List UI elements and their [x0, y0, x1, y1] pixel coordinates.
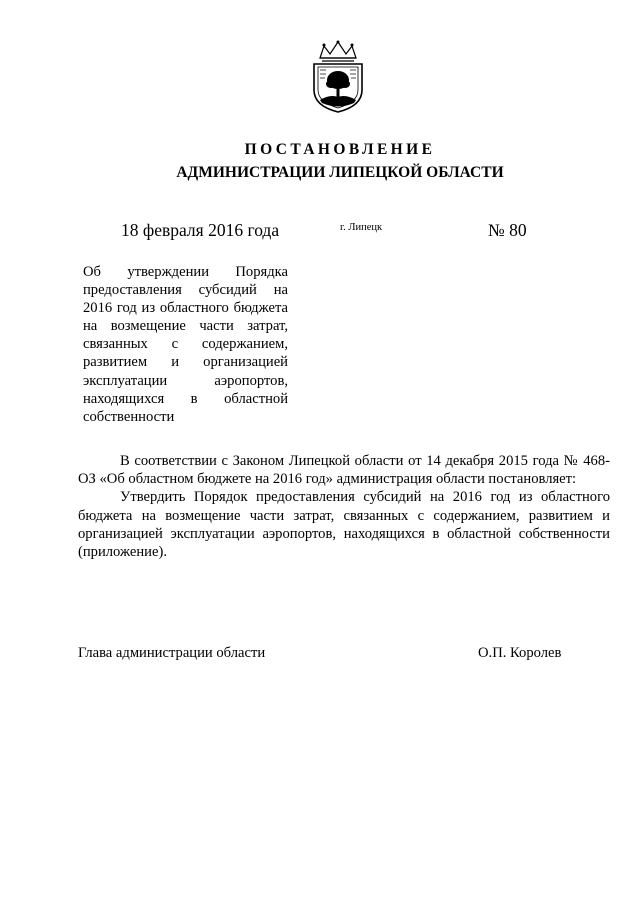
document-title: ПОСТАНОВЛЕНИЕ	[244, 141, 436, 158]
body-paragraph: Утвердить Порядок предоставления субсидий на 2016 год из областного бюджета на возмещение части затрат, связанных с содержанием, развитием и организацией эксплуатации аэропортов, находящихся в областной собственности (приложение).	[78, 489, 610, 561]
document-date: 18 февраля 2016 года	[121, 220, 280, 240]
signatory-name: О.П. Королев	[478, 645, 562, 661]
body-paragraph: В соответствии с Законом Липецкой области от 14 декабря 2015 года № 468-ОЗ «Об областном бюджете на 2016 год» администрация области постановляет:	[78, 453, 610, 488]
document-city: г. Липецк	[340, 222, 383, 233]
document-body	[78, 452, 610, 561]
issuing-authority: АДМИНИСТРАЦИИ ЛИПЕЦКОЙ ОБЛАСТИ	[176, 164, 504, 181]
signatory-position: Глава администрации области	[78, 645, 266, 661]
coat-of-arms-icon	[306, 40, 370, 114]
document-subject: Об утверждении Порядка предоставления субсидий на 2016 год из областного бюджета на возмещение части затрат, связанных с содержанием, развитием и организацией эксплуатации аэропортов, находящихся в областной собственности	[83, 264, 288, 425]
document-number: № 80	[488, 220, 527, 240]
